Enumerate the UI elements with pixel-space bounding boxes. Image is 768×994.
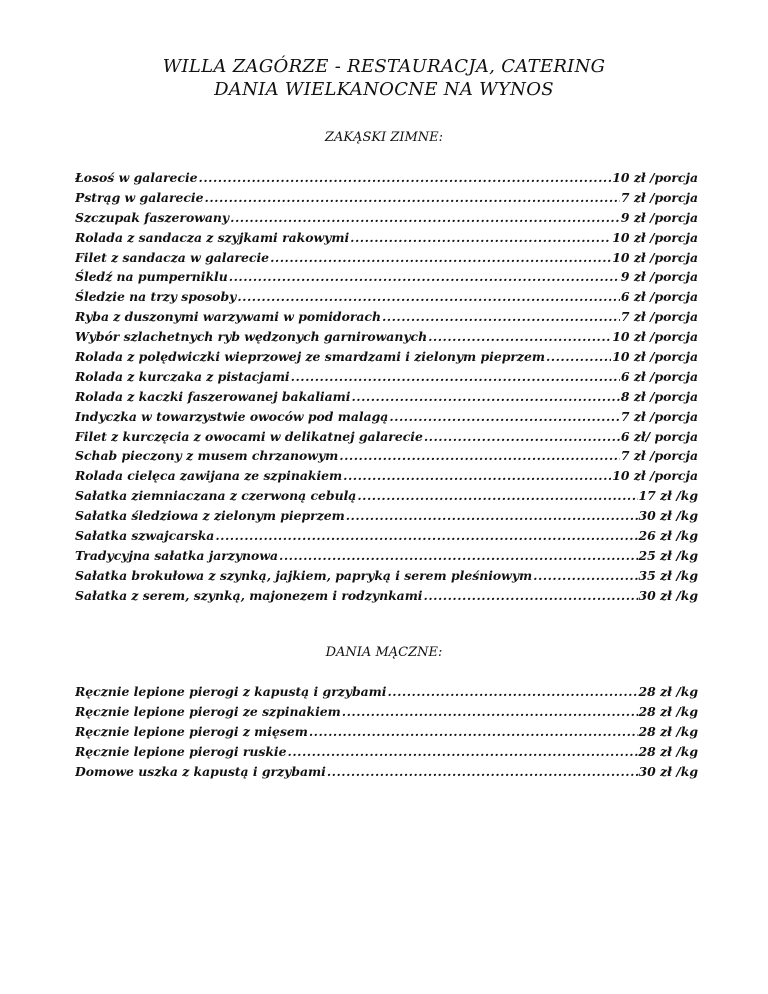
menu-item	[75, 170, 698, 190]
menu-item	[75, 349, 698, 369]
menu-item	[75, 588, 698, 608]
menu-item	[75, 744, 698, 764]
dish-name: Ręcznie lepione pierogi z kapustą i grzybami	[75, 684, 387, 699]
menu-item	[75, 448, 698, 468]
cold-appetizers-list	[75, 170, 698, 608]
dish-name: Ręcznie lepione pierogi ze szpinakiem	[75, 703, 341, 719]
menu-item	[75, 548, 698, 568]
dish-name: Filet z kurczęcia z owocami w delikatnej galarecie	[75, 428, 423, 444]
dot-leader	[327, 764, 638, 779]
dot-leader	[339, 448, 620, 463]
dish-name: Sałatka z serem, szynką, majonezem i rodzynkami	[75, 587, 423, 603]
dish-name: Tradycyjna sałatka jarzynowa	[75, 547, 279, 563]
menu-item	[75, 409, 698, 429]
menu-item	[75, 190, 698, 210]
dot-leader	[291, 369, 620, 384]
menu-item	[75, 389, 698, 409]
dish-price: 10 zł /porcja	[612, 329, 698, 345]
dot-leader	[288, 744, 638, 759]
dish-name: Rolada cielęca zawijana ze szpinakiem	[75, 468, 343, 484]
dish-price: 28 zł /kg	[638, 703, 698, 719]
dish-name: Łosoś w galarecie	[75, 170, 198, 185]
dish-price: 26 zł /kg	[638, 528, 698, 544]
dish-name: Sałatka brokułowa z szynką, jajkiem, papryką i serem pleśniowym	[75, 567, 533, 583]
dot-leader	[229, 269, 620, 284]
menu-item	[75, 429, 698, 449]
menu-item	[75, 724, 698, 744]
dish-price: 10 zł /porcja	[612, 468, 698, 484]
menu-item	[75, 289, 698, 309]
dish-price: 8 zł /porcja	[620, 388, 698, 404]
dish-name: Ryba z duszonymi warzywami w pomidorach	[75, 309, 381, 325]
dish-name: Śledź na pumperniklu	[75, 269, 228, 285]
dish-price: 9 zł /porcja	[620, 209, 698, 225]
menu-item	[75, 309, 698, 329]
dot-leader	[237, 289, 620, 304]
dot-leader	[546, 349, 611, 364]
dot-leader	[389, 409, 620, 424]
dot-leader	[350, 230, 611, 245]
dish-name: Wybór szlachetnych ryb wędzonych garnirowanych	[75, 329, 428, 345]
dish-name: Szczupak faszerowany	[75, 209, 230, 225]
dot-leader	[205, 190, 620, 205]
menu-item	[75, 568, 698, 588]
dish-price: 17 zł /kg	[638, 488, 698, 504]
dish-name: Sałatka ziemniaczana z czerwoną cebulą	[75, 488, 357, 504]
dot-leader	[351, 389, 619, 404]
dish-name: Domowe uszka z kapustą i grzybami	[75, 763, 326, 779]
menu-item	[75, 210, 698, 230]
dish-price: 10 zł /porcja	[612, 349, 698, 365]
dish-name: Rolada z kurczaka z pistacjami	[75, 368, 290, 384]
section-title-flour-dishes: DANIA MĄCZNE:	[325, 645, 443, 660]
section-title-cold-appetizers: ZAKĄSKI ZIMNE:	[324, 130, 444, 145]
dish-price: 7 zł /porcja	[620, 448, 698, 464]
menu-item	[75, 528, 698, 548]
menu-item	[75, 250, 698, 270]
dish-name: Rolada z polędwiczki wieprzowej ze smardzami i zielonym pieprzem	[75, 349, 545, 365]
menu-item	[75, 488, 698, 508]
dish-price: 9 zł /porcja	[620, 269, 698, 285]
menu-item	[75, 230, 698, 250]
dish-name: Pstrąg w galarecie	[75, 189, 204, 205]
dish-name: Rolada z kaczki faszerowanej bakaliami	[75, 388, 351, 404]
flour-dishes-list	[75, 684, 698, 783]
dot-leader	[343, 468, 611, 483]
document-title: WILLA ZAGÓRZE - RESTAURACJA, CATERING	[162, 56, 606, 77]
dish-price: 6 zł /porcja	[620, 289, 698, 305]
menu-item	[75, 269, 698, 289]
dish-name: Filet z sandacza w galarecie	[75, 249, 270, 265]
dish-name: Indyczka w towarzystwie owoców pod malagą	[75, 408, 389, 424]
dot-leader	[230, 210, 620, 225]
dot-leader	[215, 528, 637, 543]
dot-leader	[387, 684, 637, 699]
dish-price: 28 zł /kg	[638, 684, 698, 699]
dish-price: 28 zł /kg	[638, 743, 698, 759]
dish-price: 7 zł /porcja	[620, 408, 698, 424]
dot-leader	[428, 329, 611, 344]
dot-leader	[270, 250, 611, 265]
dish-price: 10 zł /porcja	[612, 229, 698, 245]
dot-leader	[382, 309, 620, 324]
dot-leader	[342, 704, 638, 719]
menu-item	[75, 329, 698, 349]
dish-price: 28 zł /kg	[638, 723, 698, 739]
dish-price: 7 zł /porcja	[620, 309, 698, 325]
menu-item	[75, 468, 698, 488]
dish-price: 35 zł /kg	[638, 567, 698, 583]
dish-price: 25 zł /kg	[638, 547, 698, 563]
dot-leader	[424, 588, 638, 603]
dish-name: Śledzie na trzy sposoby	[75, 289, 237, 305]
menu-item	[75, 369, 698, 389]
dish-name: Ręcznie lepione pierogi ruskie	[75, 743, 287, 759]
dot-leader	[199, 170, 612, 185]
dish-price: 30 zł /kg	[638, 763, 698, 779]
dish-price: 10 zł /porcja	[612, 170, 698, 185]
dish-price: 6 zł/ porcja	[620, 428, 698, 444]
document-subtitle: DANIA WIELKANOCNE NA WYNOS	[214, 79, 554, 100]
dish-name: Sałatka śledziowa z zielonym pieprzem	[75, 508, 345, 524]
dot-leader	[357, 488, 637, 503]
dot-leader	[346, 508, 638, 523]
dot-leader	[309, 724, 638, 739]
dish-price: 7 zł /porcja	[620, 189, 698, 205]
dish-name: Ręcznie lepione pierogi z mięsem	[75, 723, 308, 739]
menu-item	[75, 704, 698, 724]
dish-price: 30 zł /kg	[638, 587, 698, 603]
dot-leader	[424, 429, 620, 444]
menu-item	[75, 764, 698, 784]
dot-leader	[533, 568, 637, 583]
dot-leader	[279, 548, 638, 563]
dish-price: 6 zł /porcja	[620, 368, 698, 384]
menu-item	[75, 508, 698, 528]
dish-price: 10 zł /porcja	[612, 249, 698, 265]
dish-name: Sałatka szwajcarska	[75, 528, 215, 544]
dish-price: 30 zł /kg	[638, 508, 698, 524]
dish-name: Rolada z sandacza z szyjkami rakowymi	[75, 229, 350, 245]
dish-name: Schab pieczony z musem chrzanowym	[75, 448, 339, 464]
menu-item	[75, 684, 698, 704]
